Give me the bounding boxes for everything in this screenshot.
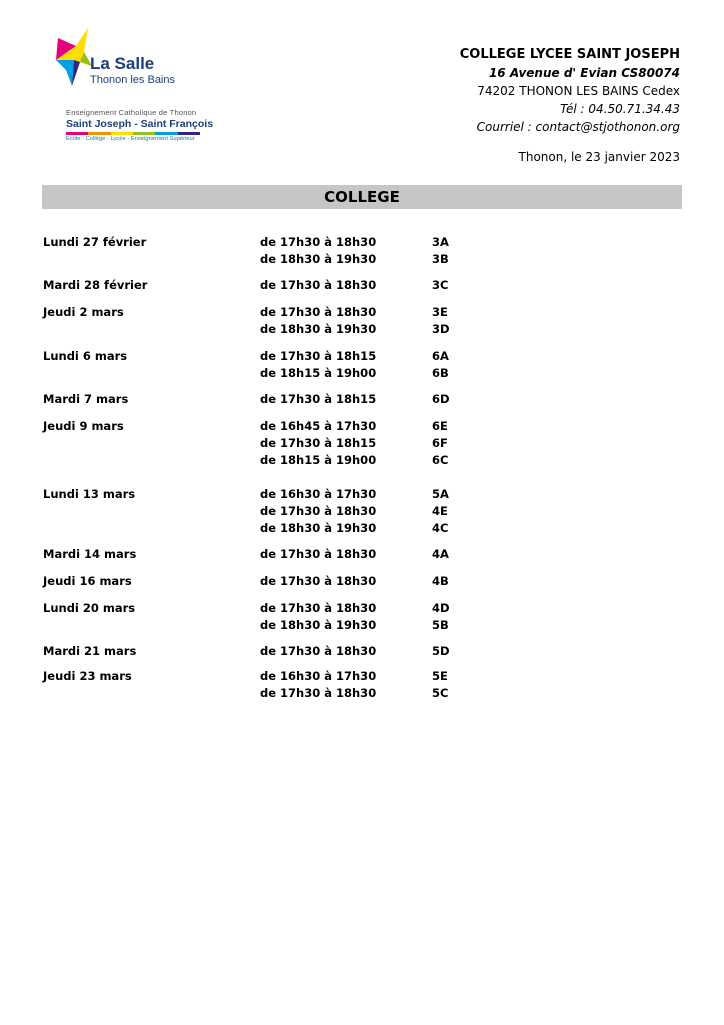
schedule-row — [43, 486, 643, 503]
schedule-time: de 18h30 à 19h30 — [260, 618, 377, 632]
schedule-day: Mardi 7 mars — [43, 392, 129, 406]
logo-ensignement: Enseignement Catholique de Thonon — [66, 108, 197, 117]
schedule-row — [43, 435, 643, 452]
schedule-row — [43, 321, 643, 338]
schedule-row — [43, 418, 643, 435]
schedule-row — [43, 304, 643, 321]
logo-levels: Ecole - Collège - Lycée - Enseignement Supérieur — [66, 136, 195, 142]
schedule-day: Lundi 6 mars — [43, 349, 128, 363]
schedule-day: Jeudi 23 mars — [43, 669, 132, 683]
schedule-class: 3C — [432, 278, 449, 292]
logo-city: Thonon les Bains — [90, 74, 175, 86]
schedule-day: Lundi 13 mars — [43, 487, 136, 501]
schedule-class: 3D — [432, 322, 450, 336]
schedule-time: de 17h30 à 18h15 — [260, 392, 377, 406]
schedule-day-group — [43, 668, 643, 702]
schedule-time: de 16h30 à 17h30 — [260, 669, 377, 683]
schedule-row — [43, 277, 643, 294]
schedule-class: 5E — [432, 669, 448, 683]
schedule-class: 4C — [432, 521, 449, 535]
schedule-day-group — [43, 486, 643, 537]
schedule-row — [43, 365, 643, 382]
schedule-time: de 17h30 à 18h30 — [260, 574, 377, 588]
schedule-day-group — [43, 277, 643, 294]
schedule-row — [43, 251, 643, 268]
schedule-time: de 17h30 à 18h15 — [260, 349, 377, 363]
schedule-list — [43, 234, 643, 702]
schedule-row — [43, 520, 643, 537]
schedule-day: Jeudi 9 mars — [43, 419, 124, 433]
schedule-day-group — [43, 418, 643, 469]
school-logo — [52, 26, 222, 146]
email-address: Courriel : contact@stjothonon.org — [476, 120, 680, 134]
logo-color-segment — [133, 132, 155, 135]
schedule-time: de 17h30 à 18h30 — [260, 601, 377, 615]
logo-color-segment — [155, 132, 177, 135]
schedule-time: de 17h30 à 18h30 — [260, 547, 377, 561]
schedule-class: 3E — [432, 305, 448, 319]
schedule-class: 4D — [432, 601, 450, 615]
schedule-day: Mardi 28 février — [43, 278, 148, 292]
schedule-class: 4A — [432, 547, 449, 561]
schedule-class: 5D — [432, 644, 450, 658]
schedule-row — [43, 600, 643, 617]
schedule-time: de 18h30 à 19h30 — [260, 521, 377, 535]
logo-color-segment — [88, 132, 110, 135]
schedule-day-group — [43, 391, 643, 408]
schedule-row — [43, 668, 643, 685]
schedule-day-group — [43, 234, 643, 268]
schedule-time: de 17h30 à 18h30 — [260, 644, 377, 658]
schedule-time: de 17h30 à 18h30 — [260, 278, 377, 292]
schedule-row — [43, 685, 643, 702]
schedule-class: 3B — [432, 252, 449, 266]
school-name: COLLEGE LYCEE SAINT JOSEPH — [459, 47, 680, 62]
schedule-class: 4B — [432, 574, 449, 588]
schedule-day-group — [43, 600, 643, 634]
schedule-day: Lundi 20 mars — [43, 601, 136, 615]
schedule-time: de 17h30 à 18h30 — [260, 686, 377, 700]
schedule-class: 6C — [432, 453, 449, 467]
schedule-row — [43, 234, 643, 251]
logo-name: La Salle — [90, 54, 155, 73]
schedule-row — [43, 546, 643, 563]
letter-date: Thonon, le 23 janvier 2023 — [518, 150, 680, 164]
schedule-class: 5B — [432, 618, 449, 632]
schedule-class: 4E — [432, 504, 448, 518]
schedule-class: 6D — [432, 392, 450, 406]
schedule-class: 3A — [432, 235, 449, 249]
schedule-time: de 17h30 à 18h30 — [260, 235, 377, 249]
schedule-row — [43, 503, 643, 520]
schedule-day: Jeudi 2 mars — [43, 305, 124, 319]
schedule-time: de 16h45 à 17h30 — [260, 419, 377, 433]
schedule-time: de 18h30 à 19h30 — [260, 252, 377, 266]
phone-number: Tél : 04.50.71.34.43 — [560, 102, 680, 116]
schedule-class: 6E — [432, 419, 448, 433]
schedule-time: de 16h30 à 17h30 — [260, 487, 377, 501]
schedule-row — [43, 452, 643, 469]
schedule-time: de 17h30 à 18h15 — [260, 436, 377, 450]
logo-color-segment — [178, 132, 200, 135]
schedule-day-group — [43, 304, 643, 338]
schedule-row — [43, 643, 643, 660]
school-address — [460, 46, 680, 136]
city-address: 74202 THONON LES BAINS Cedex — [477, 84, 680, 98]
schedule-day-group — [43, 348, 643, 382]
logo-color-segment — [111, 132, 133, 135]
logo-schools: Saint Joseph - Saint François — [66, 118, 214, 130]
section-banner: COLLEGE — [42, 185, 682, 209]
schedule-day: Mardi 14 mars — [43, 547, 137, 561]
schedule-class: 5C — [432, 686, 449, 700]
schedule-time: de 18h15 à 19h00 — [260, 366, 377, 380]
schedule-day-group — [43, 573, 643, 590]
schedule-day: Mardi 21 mars — [43, 644, 137, 658]
schedule-row — [43, 391, 643, 408]
street-address: 16 Avenue d' Evian CS80074 — [488, 66, 680, 80]
schedule-time: de 17h30 à 18h30 — [260, 305, 377, 319]
schedule-day: Jeudi 16 mars — [43, 574, 132, 588]
schedule-day-group — [43, 546, 643, 563]
schedule-time: de 17h30 à 18h30 — [260, 504, 377, 518]
schedule-row — [43, 573, 643, 590]
logo-color-bar — [66, 132, 200, 135]
schedule-class: 6F — [432, 436, 448, 450]
schedule-class: 5A — [432, 487, 449, 501]
logo-color-segment — [66, 132, 88, 135]
schedule-row — [43, 348, 643, 365]
schedule-row — [43, 617, 643, 634]
schedule-time: de 18h15 à 19h00 — [260, 453, 377, 467]
schedule-time: de 18h30 à 19h30 — [260, 322, 377, 336]
schedule-day: Lundi 27 février — [43, 235, 147, 249]
schedule-day-group — [43, 643, 643, 660]
schedule-class: 6A — [432, 349, 449, 363]
schedule-class: 6B — [432, 366, 449, 380]
